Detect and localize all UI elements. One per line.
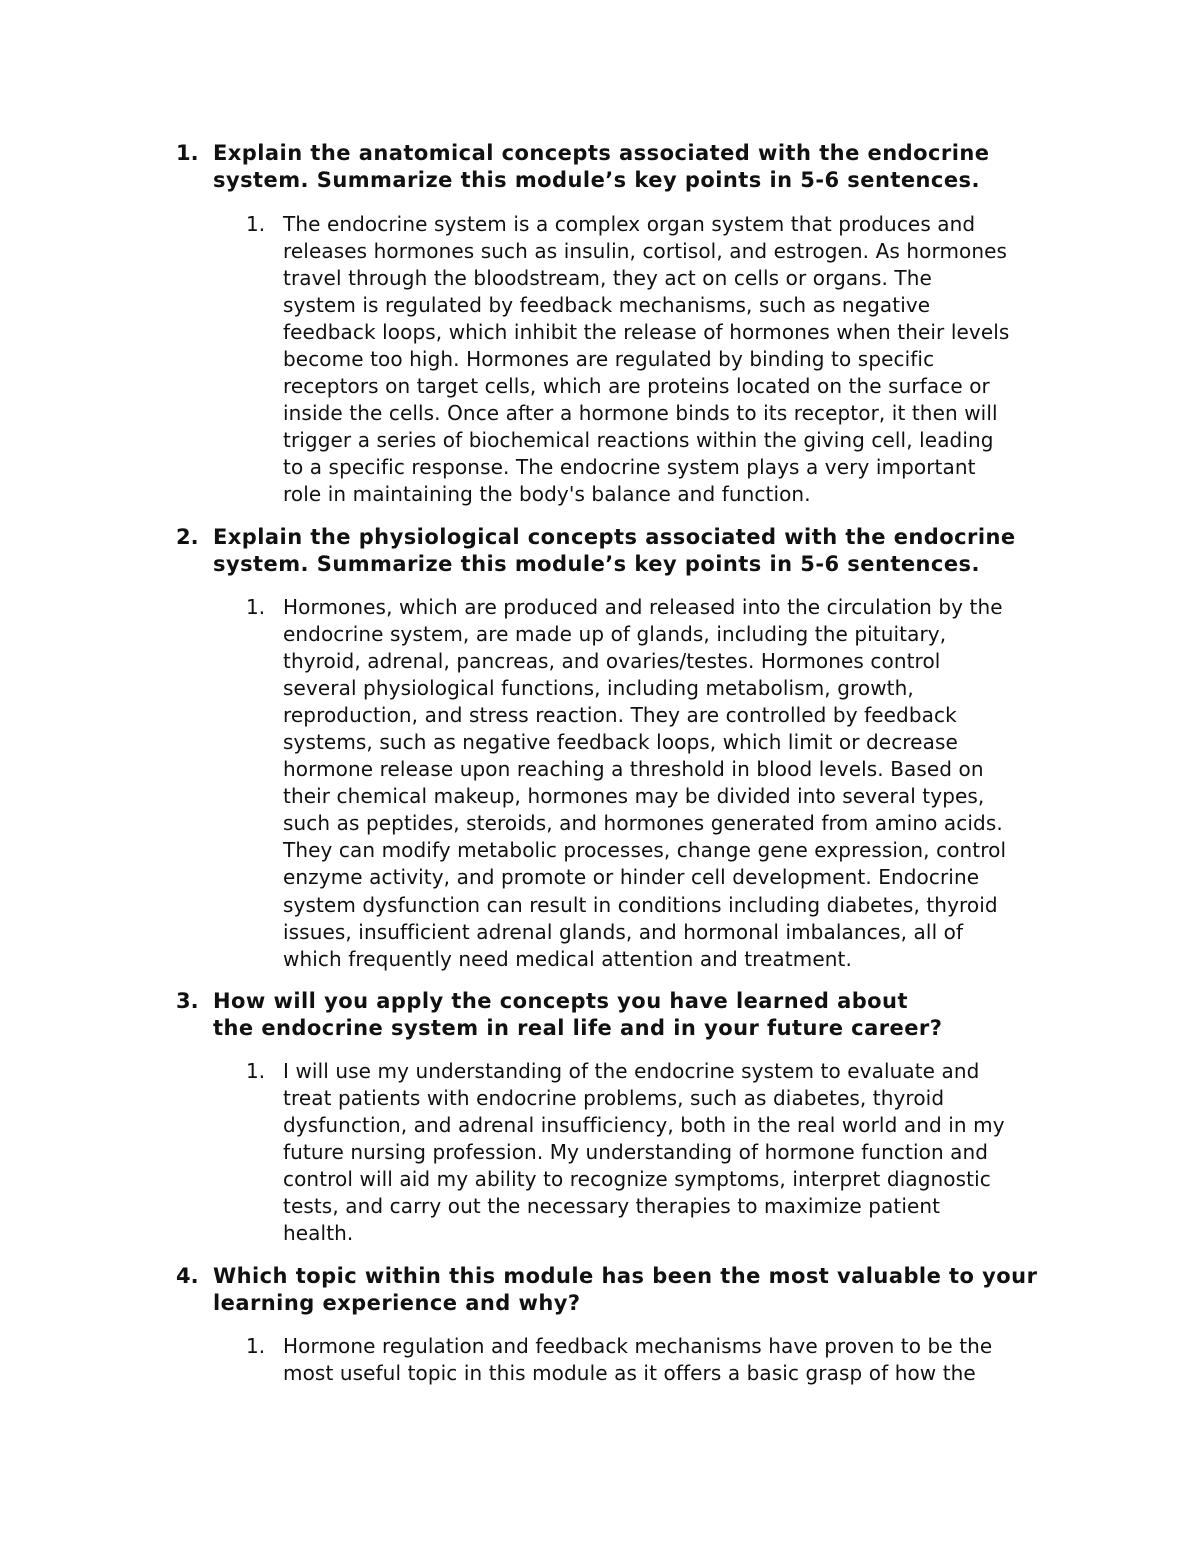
answer-3 [246,1058,1076,1247]
question-line: system. Summarize this module’s key points in 5-6 sentences. [213,168,980,193]
answer-text [283,594,1076,973]
question-2 [176,524,1056,579]
answer-line: They can modify metabolic processes, change gene expression, control [283,838,1007,863]
answer-line: The endocrine system is a complex organ system that produces and [283,212,976,236]
answer-line: most useful topic in this module as it offers a basic grasp of how the [283,1361,976,1386]
answer-line: reproduction, and stress reaction. They are controlled by feedback [283,703,957,728]
answer-line: I will use my understanding of the endocrine system to evaluate and [283,1059,980,1083]
answer-number: 1. [246,212,266,236]
question-1 [176,140,1056,195]
question-3 [176,988,1056,1043]
answer-line: system dysfunction can result in conditions including diabetes, thyroid [283,892,998,917]
question-text [213,988,1056,1043]
answer-line: receptors on target cells, which are proteins located on the surface or [283,374,990,399]
answer-line: health. [283,1221,354,1246]
answer-line: several physiological functions, including metabolism, growth, [283,676,914,701]
answer-line: inside the cells. Once after a hormone binds to its receptor, it then will [283,401,998,426]
answer-line: endocrine system, are made up of glands, including the pituitary, [283,622,947,647]
answer-line: dysfunction, and adrenal insufficiency, both in the real world and in my [283,1113,1005,1138]
answer-line: tests, and carry out the necessary therapies to maximize patient [283,1194,941,1219]
answer-text [283,1333,1076,1387]
answer-line: feedback loops, which inhibit the release of hormones when their levels [283,320,1010,345]
question-line: How will you apply the concepts you have learned about [213,989,908,1013]
question-line: Explain the anatomical concepts associated with the endocrine [213,141,990,165]
question-number: 1. [176,141,199,165]
answer-line: trigger a series of biochemical reactions within the giving cell, leading [283,428,994,453]
answer-line: hormone release upon reaching a threshold in blood levels. Based on [283,757,984,782]
question-number: 2. [176,525,199,549]
answer-line: Hormone regulation and feedback mechanisms have proven to be the [283,1334,993,1358]
answer-2 [246,594,1076,973]
answer-line: Hormones, which are produced and released into the circulation by the [283,595,1003,619]
answer-number: 1. [246,595,266,619]
answer-line: issues, insufficient adrenal glands, and hormonal imbalances, all of [283,919,964,944]
answer-line: systems, such as negative feedback loops, which limit or decrease [283,730,958,755]
answer-1 [246,211,1076,509]
answer-line: such as peptides, steroids, and hormones generated from amino acids. [283,811,1003,836]
question-line: Which topic within this module has been the most valuable to your [213,1264,1038,1288]
answer-line: thyroid, adrenal, pancreas, and ovaries/testes. Hormones control [283,649,941,674]
answer-4 [246,1333,1076,1387]
question-line: Explain the physiological concepts associated with the endocrine [213,525,1016,549]
answer-line: releases hormones such as insulin, cortisol, and estrogen. As hormones [283,239,1008,264]
question-text [213,140,1056,195]
answer-line: which frequently need medical attention and treatment. [283,946,852,971]
question-line: system. Summarize this module’s key points in 5-6 sentences. [213,552,980,577]
question-number: 4. [176,1264,199,1288]
answer-line: future nursing profession. My understanding of hormone function and [283,1140,989,1165]
answer-text [283,1058,1076,1247]
question-text [213,1263,1056,1318]
question-4 [176,1263,1056,1318]
answer-number: 1. [246,1334,266,1358]
answer-line: to a specific response. The endocrine system plays a very important [283,455,976,480]
answer-line: control will aid my ability to recognize symptoms, interpret diagnostic [283,1167,991,1192]
question-line: learning experience and why? [213,1291,581,1316]
answer-line: travel through the bloodstream, they act on cells or organs. The [283,266,932,291]
question-line: the endocrine system in real life and in your future career? [213,1016,943,1041]
answer-line: treat patients with endocrine problems, such as diabetes, thyroid [283,1086,945,1111]
question-number: 3. [176,989,199,1013]
answer-line: their chemical makeup, hormones may be divided into several types, [283,784,985,809]
question-text [213,524,1056,579]
answer-text [283,211,1076,509]
answer-line: become too high. Hormones are regulated by binding to specific [283,347,935,372]
answer-line: role in maintaining the body's balance and function. [283,482,811,507]
answer-line: enzyme activity, and promote or hinder cell development. Endocrine [283,865,980,890]
answer-number: 1. [246,1059,266,1083]
answer-line: system is regulated by feedback mechanisms, such as negative [283,293,931,318]
